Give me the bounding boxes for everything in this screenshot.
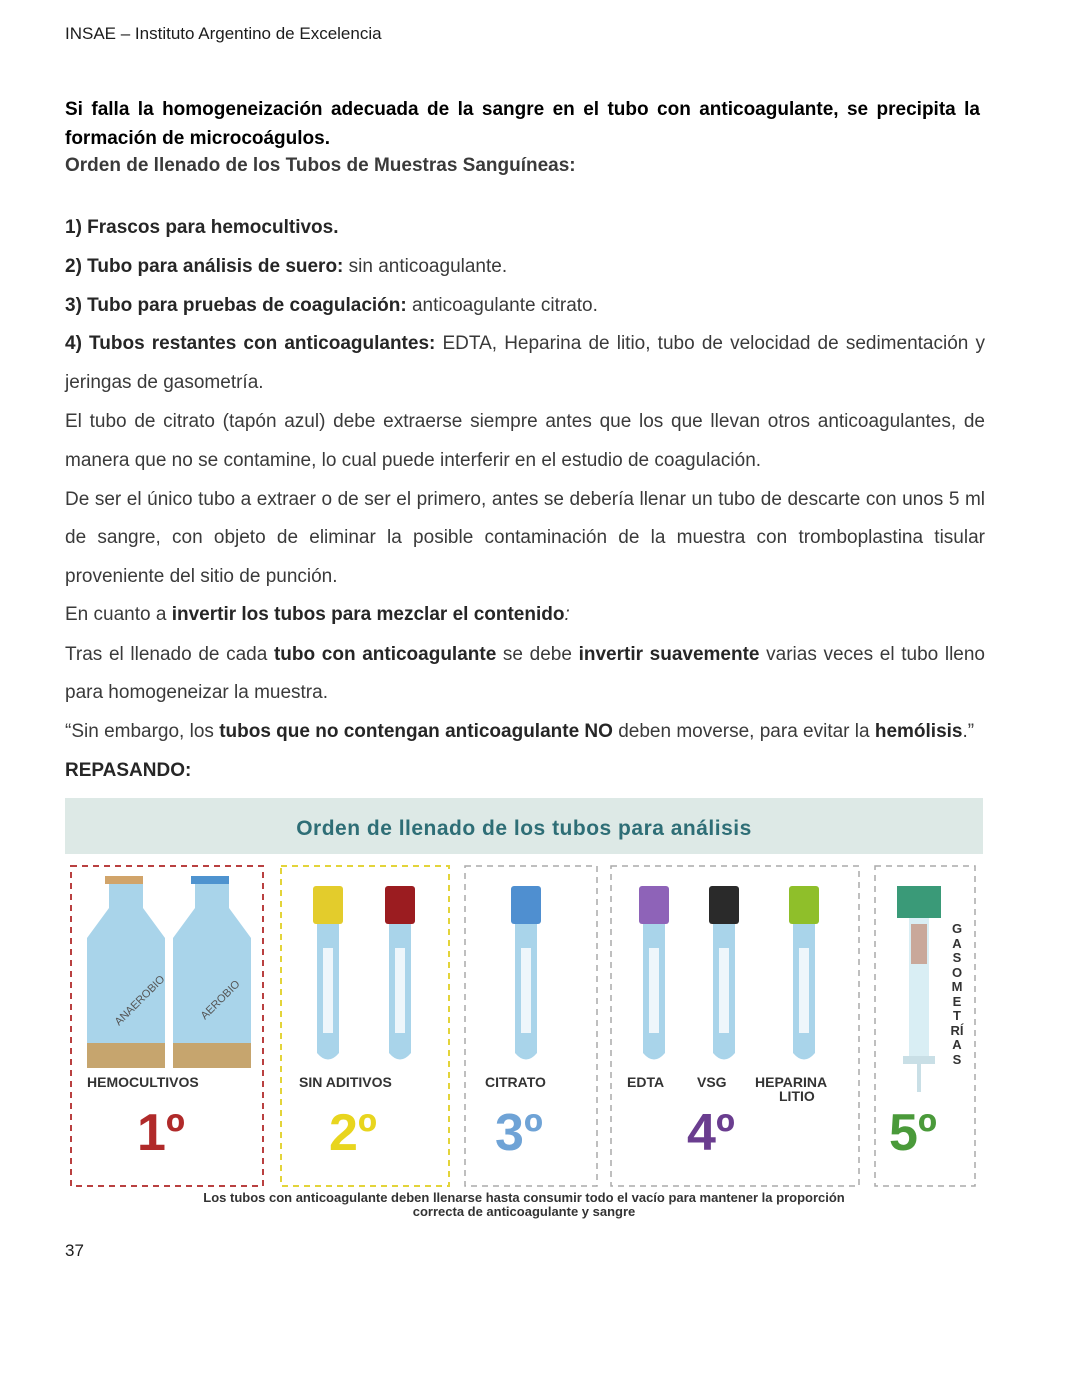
intro-line-1: Si falla la homogeneización adecuada de la sangre en el tubo con anticoagulante, se precipita la xyxy=(65,99,980,120)
order-item-3 xyxy=(65,295,985,317)
order-item-3-label: 3) Tubo para pruebas de coagulación: xyxy=(65,295,407,316)
document-header: INSAE – Instituto Argentino de Excelencia xyxy=(65,24,382,43)
invert-line xyxy=(65,604,985,626)
order-2: 2º xyxy=(329,1104,377,1162)
intro-line-2: formación de microcoágulos. xyxy=(65,128,330,149)
citrate-line-1: El tubo de citrato (tapón azul) debe extraerse siempre antes que los que llevan otros anticoagulantes, de xyxy=(65,411,985,432)
order-5: 5º xyxy=(889,1104,937,1162)
label-hemocultivos: HEMOCULTIVOS xyxy=(87,1074,199,1090)
review-label: REPASANDO: xyxy=(65,760,192,781)
quote-a: “Sin embargo, los xyxy=(65,721,220,742)
quote-d: hemólisis xyxy=(874,721,963,742)
order-item-2-label: 2) Tubo para análisis de suero: xyxy=(65,256,344,277)
quote-e: .” xyxy=(962,721,975,742)
label-litio: LITIO xyxy=(779,1088,815,1104)
after-1e: varias veces el tubo lleno xyxy=(759,644,986,665)
anaerobic-bottle-icon xyxy=(87,876,165,1068)
order-item-4-text: EDTA, Heparina de litio, tubo de velocidad de sedimentación y xyxy=(435,333,986,354)
discard-line-1: De ser el único tubo a extraer o de ser el primero, antes se debería llenar un tubo de descarte con unos 5 ml xyxy=(65,489,985,510)
review-heading xyxy=(65,760,985,782)
aerobic-bottle-icon xyxy=(173,876,251,1068)
anaerobio-label: ANAEROBIO xyxy=(112,973,168,1029)
after-1d: invertir suavemente xyxy=(578,644,760,665)
yellow-cap-tube-icon xyxy=(313,886,343,1060)
order-3: 3º xyxy=(495,1104,543,1162)
aerobio-label: AEROBIO xyxy=(198,978,243,1023)
label-gasometrias: GASOMETRÍAS xyxy=(950,921,964,1067)
order-item-4 xyxy=(65,333,985,355)
blue-cap-tube-icon xyxy=(511,886,541,1060)
intro-paragraph xyxy=(65,95,980,153)
red-cap-tube-icon xyxy=(385,886,415,1060)
after-1a: Tras el llenado de cada xyxy=(65,644,274,665)
tube-order-infographic xyxy=(65,798,983,1226)
footnote-line-2: correcta de anticoagulante y sangre xyxy=(412,1204,636,1219)
order-item-2 xyxy=(65,256,985,278)
order-item-3-text: anticoagulante citrato. xyxy=(406,295,598,316)
invert-pre: En cuanto a xyxy=(65,604,172,625)
label-edta: EDTA xyxy=(627,1074,665,1090)
order-item-1 xyxy=(65,217,985,239)
black-cap-tube-icon xyxy=(709,886,739,1060)
purple-cap-tube-icon xyxy=(639,886,669,1060)
citrate-line-2: manera que no se contamine, lo cual puede interferir en el estudio de coagulación. xyxy=(65,450,762,471)
label-heparina: HEPARINA xyxy=(755,1074,828,1090)
section-subtitle: Orden de llenado de los Tubos de Muestras Sanguíneas: xyxy=(65,155,576,176)
label-sin-aditivos: SIN ADITIVOS xyxy=(299,1074,392,1090)
infographic-footnote xyxy=(65,1191,983,1219)
page-number: 37 xyxy=(65,1241,84,1260)
quote-line xyxy=(65,721,985,743)
after-1c: se debe xyxy=(496,644,579,665)
quote-c: deben moverse, para evitar la xyxy=(612,721,875,742)
discard-line-3: proveniente del sitio de punción. xyxy=(65,566,338,587)
invert-bold: invertir los tubos para mezclar el contenido xyxy=(171,604,565,625)
green-cap-tube-icon xyxy=(789,886,819,1060)
order-item-2-text: sin anticoagulante. xyxy=(343,256,508,277)
discard-line-2: de sangre, con objeto de eliminar la posible contaminación de la muestra con tromboplastina tisular xyxy=(65,527,985,548)
invert-post: : xyxy=(564,604,570,625)
order-1: 1º xyxy=(137,1104,185,1162)
after-line-1 xyxy=(65,644,985,666)
footnote-line-1: Los tubos con anticoagulante deben llenarse hasta consumir todo el vacío para mantener la proporción xyxy=(203,1190,845,1205)
after-1b: tubo con anticoagulante xyxy=(273,644,497,665)
label-citrato: CITRATO xyxy=(485,1074,546,1090)
order-item-4-cont: jeringas de gasometría. xyxy=(65,372,264,393)
order-item-1-label: 1) Frascos para hemocultivos. xyxy=(65,217,339,238)
after-line-2: para homogeneizar la muestra. xyxy=(65,682,328,703)
order-item-4-label: 4) Tubos restantes con anticoagulantes: xyxy=(65,333,436,354)
gasometry-syringe-icon xyxy=(897,886,941,1092)
quote-b: tubos que no contengan anticoagulante NO xyxy=(219,721,613,742)
label-vsg: VSG xyxy=(697,1074,727,1090)
infographic-title: Orden de llenado de los tubos para análisis xyxy=(65,798,983,854)
order-4: 4º xyxy=(687,1104,735,1162)
